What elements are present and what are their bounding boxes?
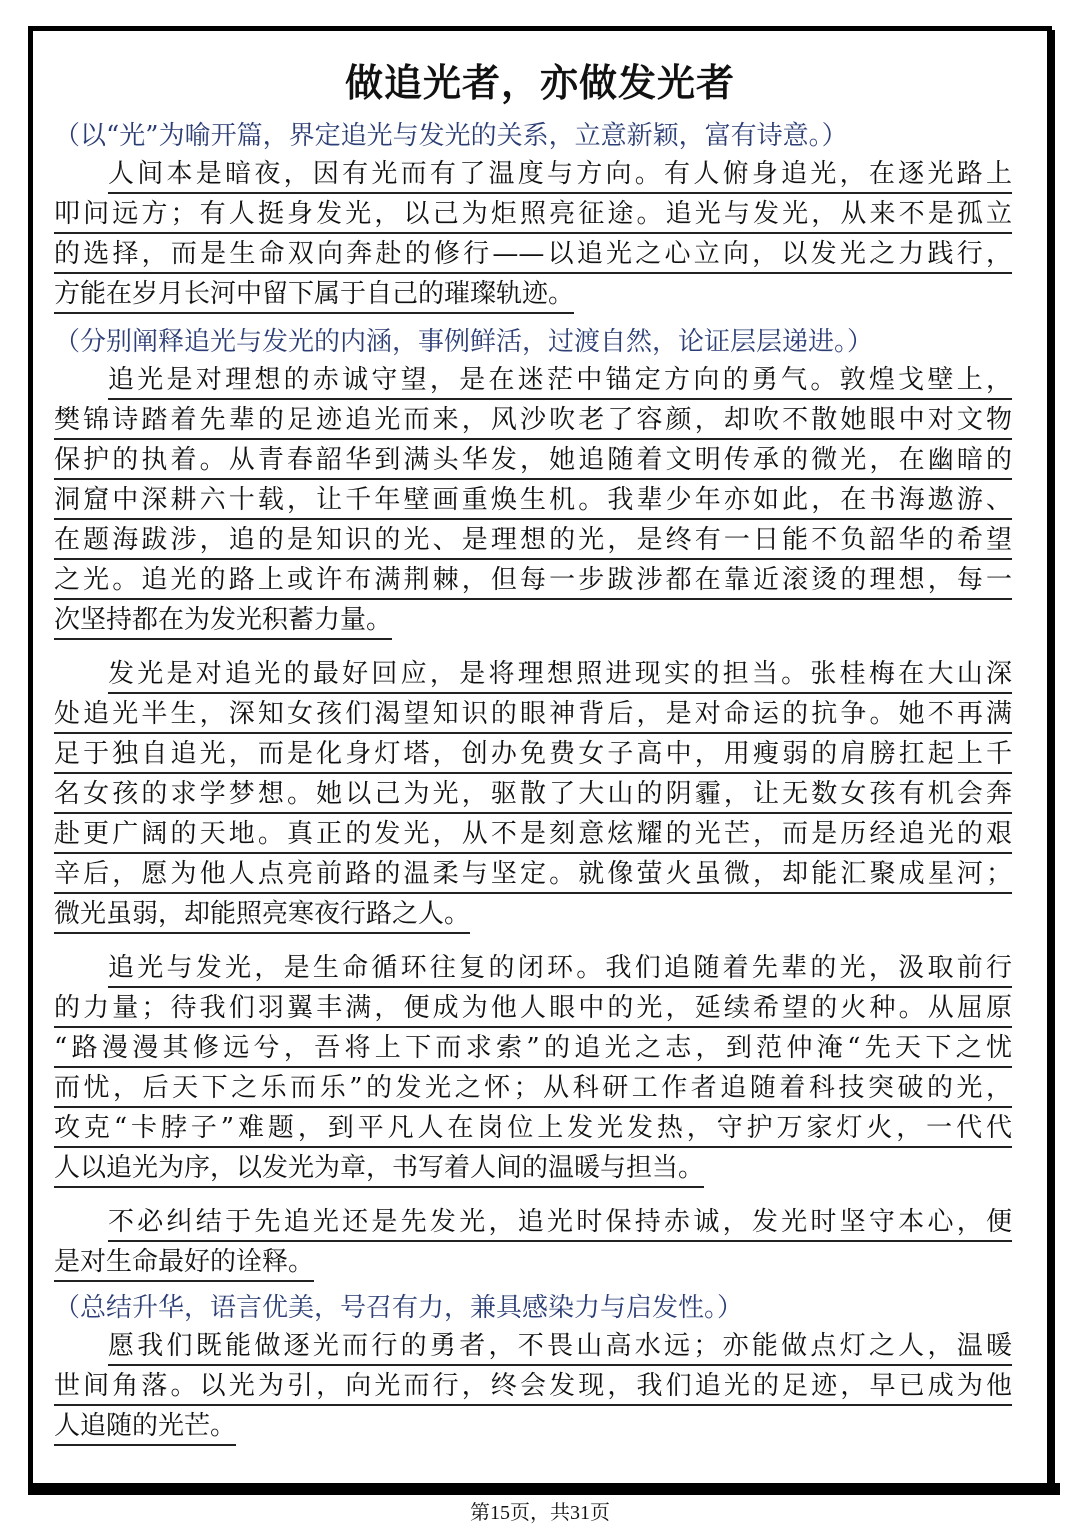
paragraph-1 — [54, 156, 1012, 316]
paragraph-line: 辛后，愿为他人点亮前路的温柔与坚定。就像萤火虽微，却能汇聚成星河； — [54, 856, 1012, 896]
paragraph-3 — [54, 656, 1012, 936]
page-border-shadow — [28, 1483, 1060, 1495]
paragraph-line: 赴更广阔的天地。真正的发光，从不是刻意炫耀的光芒，而是历经追光的艰 — [54, 816, 1012, 856]
comment-note-1: （以“光”为喻开篇，界定追光与发光的关系，立意新颖，富有诗意。） — [54, 121, 848, 151]
paragraph-line: 微光虽弱，却能照亮寒夜行路之人。 — [54, 896, 1012, 936]
paragraph-line: “路漫漫其修远兮，吾将上下而求索”的追光之志，到范仲淹“先天下之忧 — [54, 1030, 1012, 1070]
paragraph-line: 在题海跋涉，追的是知识的光、是理想的光，是终有一日能不负韶华的希望 — [54, 522, 1012, 562]
paragraph-line: 洞窟中深耕六十载，让千年壁画重焕生机。我辈少年亦如此，在书海遨游、 — [54, 482, 1012, 522]
comment-note-2: （分别阐释追光与发光的内涵，事例鲜活，过渡自然，论证层层递进。） — [54, 327, 874, 357]
paragraph-line: 的力量；待我们羽翼丰满，便成为他人眼中的光，延续希望的火种。从屈原 — [54, 990, 1012, 1030]
page-number: 第15页，共31页 — [470, 1502, 610, 1524]
paragraph-line: 发光是对追光的最好回应，是将理想照进现实的担当。张桂梅在大山深 — [54, 656, 1012, 696]
paragraph-line: 叩问远方；有人挺身发光，以己为炬照亮征途。追光与发光，从来不是孤立 — [54, 196, 1012, 236]
paragraph-line: 人以追光为序，以发光为章，书写着人间的温暖与担当。 — [54, 1150, 1012, 1190]
paragraph-line: 名女孩的求学梦想。她以己为光，驱散了大山的阴霾，让无数女孩有机会奔 — [54, 776, 1012, 816]
comment-note-3: （总结升华，语言优美，号召有力，兼具感染力与启发性。） — [54, 1293, 744, 1323]
paragraph-line: 人间本是暗夜，因有光而有了温度与方向。有人俯身追光，在逐光路上 — [54, 156, 1012, 196]
paragraph-line: 人追随的光芒。 — [54, 1408, 1012, 1448]
paragraph-line: 愿我们既能做逐光而行的勇者，不畏山高水远；亦能做点灯之人，温暖 — [54, 1328, 1012, 1368]
paragraph-line: 世间角落。以光为引，向光而行，终会发现，我们追光的足迹，早已成为他 — [54, 1368, 1012, 1408]
paragraph-line: 之光。追光的路上或许布满荆棘，但每一步跋涉都在靠近滚烫的理想，每一 — [54, 562, 1012, 602]
essay-title: 做追光者，亦做发光者 — [344, 61, 735, 105]
paragraph-line: 保护的执着。从青春韶华到满头华发，她追随着文明传承的微光，在幽暗的 — [54, 442, 1012, 482]
paragraph-line: 足于独自追光，而是化身灯塔，创办免费女子高中，用瘦弱的肩膀扛起上千 — [54, 736, 1012, 776]
paragraph-line: 樊锦诗踏着先辈的足迹追光而来，风沙吹老了容颜，却吹不散她眼中对文物 — [54, 402, 1012, 442]
paragraph-line: 的选择，而是生命双向奔赴的修行——以追光之心立向，以发光之力践行， — [54, 236, 1012, 276]
paragraph-2 — [54, 362, 1012, 642]
paragraph-line: 追光是对理想的赤诚守望，是在迷茫中锚定方向的勇气。敦煌戈壁上， — [54, 362, 1012, 402]
paragraph-4 — [54, 950, 1012, 1190]
paragraph-line: 不必纠结于先追光还是先发光，追光时保持赤诚，发光时坚守本心，便 — [54, 1204, 1012, 1244]
paragraph-line: 次坚持都在为发光积蓄力量。 — [54, 602, 1012, 642]
paragraph-5 — [54, 1204, 1012, 1284]
paragraph-line: 而忧，后天下之乐而乐”的发光之怀；从科研工作者追随着科技突破的光， — [54, 1070, 1012, 1110]
paragraph-line: 是对生命最好的诠释。 — [54, 1244, 1012, 1284]
paragraph-line: 方能在岁月长河中留下属于自己的璀璨轨迹。 — [54, 276, 1012, 316]
paragraph-line: 处追光半生，深知女孩们渴望知识的眼神背后，是对命运的抗争。她不再满 — [54, 696, 1012, 736]
paragraph-line: 追光与发光，是生命循环往复的闭环。我们追随着先辈的光，汲取前行 — [54, 950, 1012, 990]
paragraph-6 — [54, 1328, 1012, 1448]
paragraph-line: 攻克“卡脖子”难题，到平凡人在岗位上发光发热，守护万家灯火，一代代 — [54, 1110, 1012, 1150]
